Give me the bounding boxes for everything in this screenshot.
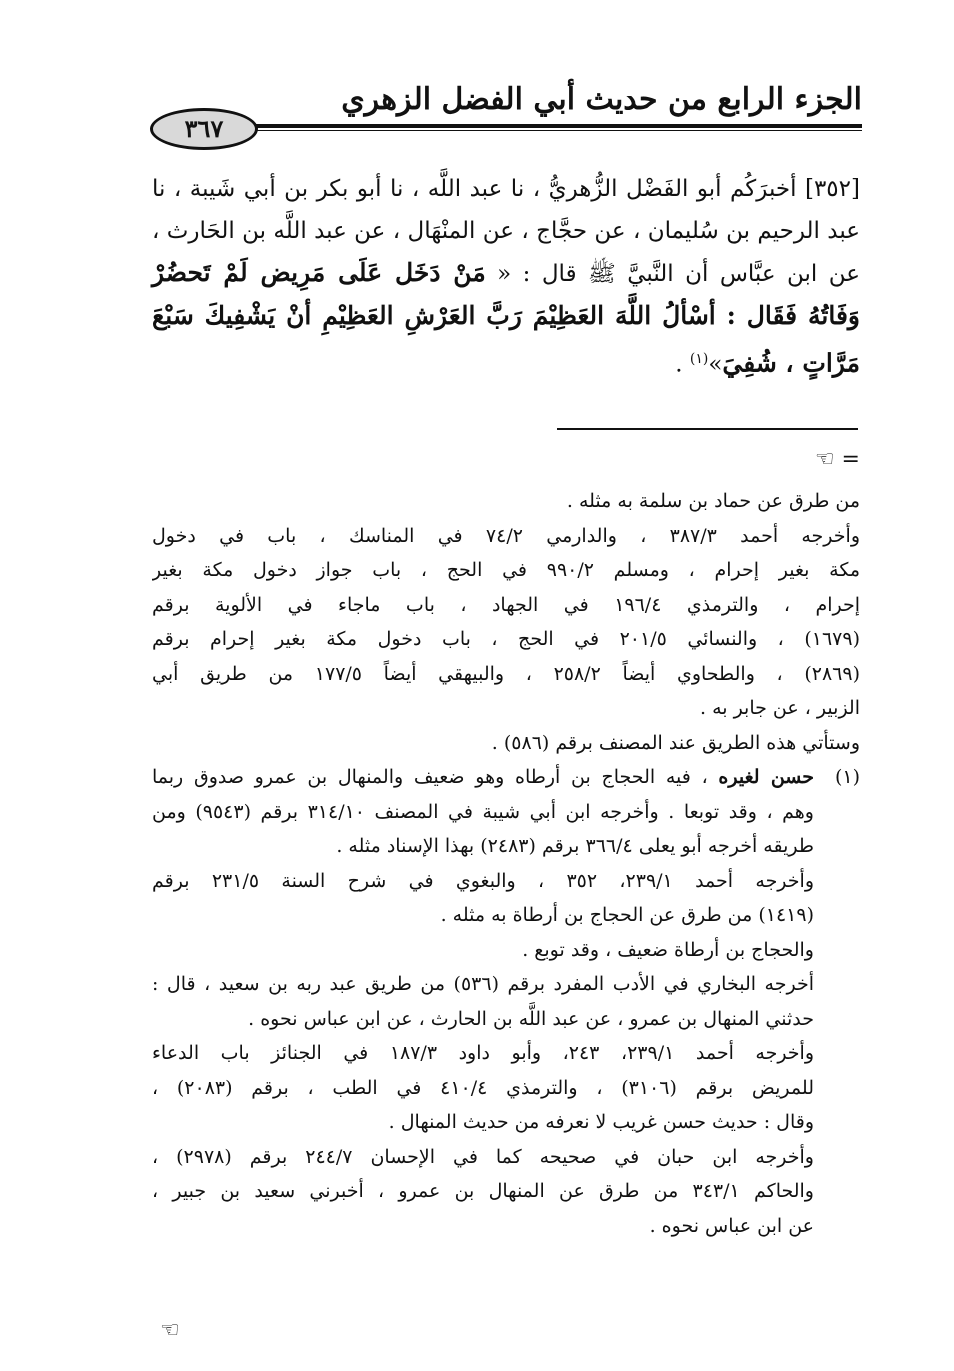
footnote-line: والحاكم ٣٤٣/١ من طرق عن المنهال بن عمرو ، أخبرني سعيد بن جبير ، xyxy=(152,1180,814,1202)
isnad-text: [٣٥٢] أخبرَكُم أبو الفَضْل الزُّهريُّ ، نا عبد اللَّه ، نا أبو بكر بن أبي شَيبة ، نا عبد الرحيم بن سُليمان ، عن حجَّاج ، عن المنْهَال ، عن عبد اللَّه بن الحَارث ، عن ابن عبَّاس أن النَّبيَّ ﷺ قال : « xyxy=(152,176,860,287)
main-text xyxy=(152,168,860,386)
footnote-line: أخرجه البخاري في الأدب المفرد برقم (٥٣٦) من طريق عبد ربه بن سعيد ، قال : xyxy=(152,973,814,995)
footnotes xyxy=(152,484,860,1243)
footnote-line: وهم ، وقد توبعا . وأخرجه ابن أبي شيبة في المصنف ٣١٤/١٠ برقم (٩٥٤٣) ومن xyxy=(152,800,814,823)
page-number-badge: ٣٦٧ xyxy=(150,108,258,150)
footnote-line: (١٤١٩) من طرق عن الحجاج بن أرطاة به مثله . xyxy=(440,904,814,926)
bottom-pointer-icon: ☜ xyxy=(160,1318,180,1343)
hadith-matn: مَنْ دَخَل عَلَى مَرِيض لَمْ تَحضُرْ وَفَاتُهُ فَقَال : أسْألُ اللَّهَ العَظِيْمَ رَبَّ العَرْشِ العَظِيْمِ أنْ يَشْفِيكَ سَبْعَ مَرَّاتٍ ، شُفِيَ xyxy=(152,258,860,378)
sentence-end: . xyxy=(675,351,690,378)
footnote-line: (٢٨٦٩) ، والطحاوي أيضاً ٢٥٨/٢ ، والبيهقي أيضاً ١٧٧/٥ من طريق أبي xyxy=(152,662,860,685)
running-header-title: الجزء الرابع من حديث أبي الفضل الزهري xyxy=(341,82,862,117)
footnote-line: مكة بغير إحرام ، ومسلم ٩٩٠/٢ في الحج ، باب جواز دخول مكة بغير xyxy=(152,559,860,581)
footnote-line: وأخرجه أحمد ٢٣٩/١، ٢٤٣، وأبو داود ١٨٧/٣ في الجنائز باب الدعاء xyxy=(152,1042,815,1064)
footnote-line: إحرام ، والترمذي ١٩٦/٤ في الجهاد ، باب ماجاء في الألوية برقم xyxy=(152,593,860,616)
footnote-line: عن ابن عباس نحوه . xyxy=(649,1214,814,1237)
header-rule-thin xyxy=(238,130,862,131)
quote-close: » xyxy=(708,351,723,378)
footnote-line xyxy=(152,760,860,795)
footnote-line: وأخرجه ابن حبان في صحيحه كما في الإحسان ٢٤٤/٧ برقم (٢٩٧٨) ، xyxy=(152,1145,814,1168)
footnote-line: والحجاج بن أرطاة ضعيف ، وقد توبع . xyxy=(522,938,814,961)
header-rule xyxy=(238,124,862,128)
footnote-line: طريقه أخرجه أبو يعلى ٣٦٦/٤ برقم (٢٤٨٣) بهذا الإسناد مثله . xyxy=(336,835,814,857)
footnote-line: من طرق عن حماد بن سلمة به مثله . xyxy=(566,490,860,512)
footnote-line: وستأتي هذه الطريق عند المصنف برقم (٥٨٦) . xyxy=(491,731,860,754)
footnote-line: حدثني المنهال بن عمرو ، عن عبد اللَّه بن الحارث ، عن ابن عباس نحوه . xyxy=(248,1007,814,1030)
footnote-line: وأخرجه أحمد ٢٣٩/١، ٣٥٢ ، والبغوي في شرح السنة ٢٣١/٥ برقم xyxy=(152,869,814,892)
footnote-number: (١) xyxy=(834,766,860,788)
footnote-line: وأخرجه أحمد ٣٨٧/٣ ، والدارمي ٧٤/٢ في المناسك ، باب في دخول xyxy=(152,524,860,547)
footnote-line: الزبير ، عن جابر به . xyxy=(699,697,860,719)
footnote-continuation-marker: = ☜ xyxy=(814,447,860,472)
footnote-separator xyxy=(557,428,858,430)
grading-label: حسن لغيره xyxy=(718,766,814,788)
footnote-line: (١٦٧٩) ، والنسائي ٢٠١/٥ في الحج ، باب دخول مكة بغير إحرام برقم xyxy=(152,628,860,650)
footnote-ref[interactable]: (١) xyxy=(689,351,709,367)
footnote-1 xyxy=(152,760,860,1243)
footnote-text: ، فيه الحجاج بن أرطاه وهو ضعيف والمنهال بن عمرو صدوق ربما xyxy=(152,766,719,788)
footnote-line: وقال : حديث حسن غريب لا نعرفه من حديث المنهال . xyxy=(388,1111,814,1133)
hadith-paragraph xyxy=(152,168,860,386)
footnote-line: للمريض برقم (٣١٠٦) ، والترمذي ٤١٠/٤ في الطب ، برقم (٢٠٨٣) ، xyxy=(152,1076,814,1099)
